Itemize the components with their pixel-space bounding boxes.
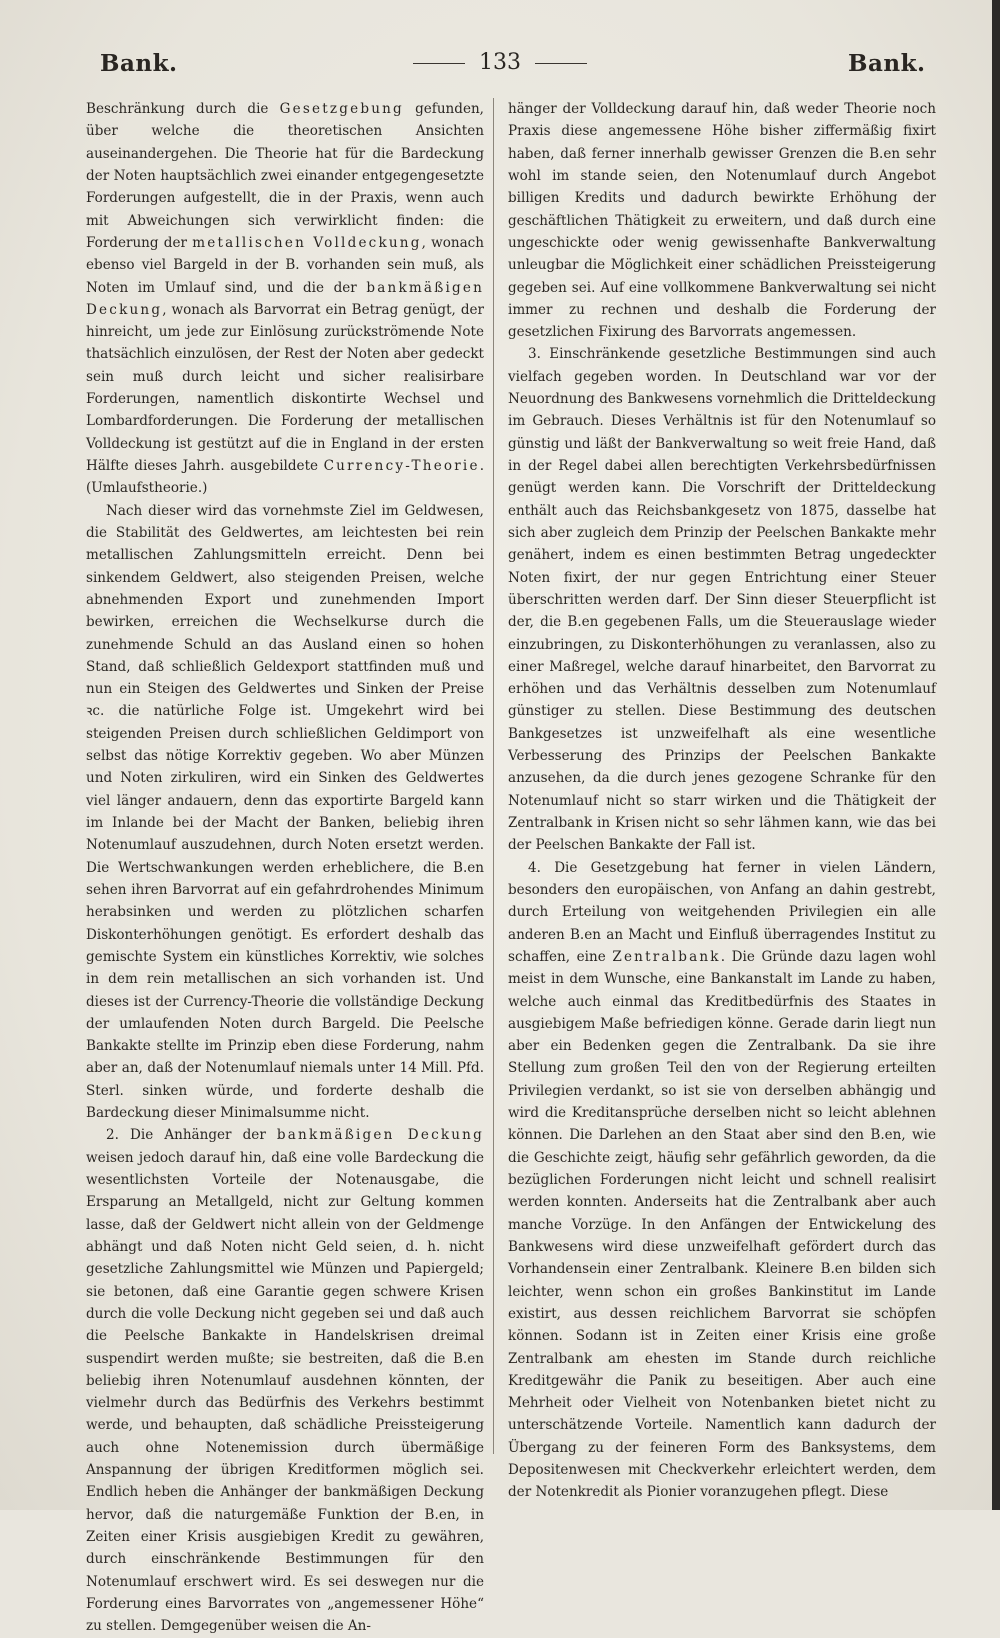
column-divider (493, 98, 494, 1454)
header-left-keyword: Bank. (100, 50, 178, 77)
right-column (508, 98, 936, 1504)
paragraph-banking-cover: 2. Die Anhänger der bankmäßigen Deckung weisen jedoch darauf hin, daß eine volle Bardeckung die wesentlichsten Vorteile der Notenausgabe, die Ersparung an Metallgeld, nicht zur Geltung kommen lasse, daß der Geldwert nicht allein von der Geldmenge abhängt und daß Noten nicht Geld seien, d. h. nicht gesetzliche Zahlungsmittel wie Münzen und Papiergeld; sie betonen, daß eine Garantie gegen schwere Krisen durch die volle Deckung nicht gegeben sei und daß auch die Peelsche Bankakte in Handelskrisen dreimal suspendirt werden mußte; sie bestreiten, daß die B.en beliebig ihren Notenumlauf ausdehnen könnten, der vielmehr durch das Bedürfnis des Verkehrs bestimmt werde, und behaupten, daß schädliche Preissteigerung auch ohne Notenemission durch übermäßige Anspannung der übrigen Kreditformen möglich sei. Endlich heben die Anhänger der bankmäßigen Deckung hervor, daß die naturgemäße Funktion der B.en, in Zeiten einer Krisis ausgiebigen Kredit zu gewähren, durch einschränkende Bestimmungen für den Notenumlauf erschwert wird. Es sei deswegen nur die Forderung eines Barvorrates von „angemessener Höhe“ zu stellen. Demgegenüber weisen die An- (86, 1127, 484, 1635)
running-header (0, 44, 1000, 94)
header-rule-right (535, 63, 587, 64)
paragraph-legal-provisions: 3. Einschränkende gesetzliche Bestimmungen sind auch vielfach gegeben worden. In Deutschland war vor der Neuordnung des Bankwesens vornehmlich die Dritteldeckung im Gebrauch. Dieses Verhältnis ist für den Notenumlauf so günstig und läßt der Bankverwaltung so weit freie Hand, daß in der Regel dabei allen berechtigten Verkehrsbedürfnissen genügt werden kann. Die Vorschrift der Dritteldeckung enthält auch das Reichsbankgesetz von 1875, dasselbe hat sich aber zugleich dem Prinzip der Peelschen Bankakte mehr genähert, indem es einen bestimmten Betrag ungedeckter Noten fixirt, der nur gegen Entrichtung einer Steuer überschritten werden darf. Der Sinn dieser Steuerpflicht ist der, die B.en gegebenen Falls, um die Steuerauslage wieder einzubringen, zu Diskonterhöhungen zu veranlassen, also zu einer Maßregel, welche darauf hinarbeitet, den Barvorrat zu erhöhen und das Verhältnis desselben zum Notenumlauf günstiger zu stellen. Diese Bestimmung des deutschen Bankgesetzes ist unzweifelhaft als eine wesentliche Verbesserung des Prinzips der Peelschen Bankakte anzusehen, da die durch jenes gezogene Schranke für den Notenumlauf nicht so starr wirken und die Thätigkeit der Zentralbank in Krisen nicht so sehr lähmen kann, wie das bei der Peelschen Bankakte der Fall ist. (508, 346, 936, 854)
header-right-keyword: Bank. (848, 50, 926, 77)
header-rule-left (413, 63, 465, 64)
scan-edge (992, 0, 1000, 1510)
paragraph-limitation: Beschränkung durch die Gesetzgebung gefunden, über welche die theoretischen Ansichten auseinandergehen. Die Theorie hat für die Bardeckung der Noten hauptsächlich zwei einander entgegengesetzte Forderungen aufgestellt, die in der Praxis, wenn auch mit Abweichungen sich verwirklicht finden: die Forderung der metallischen Volldeckung, wonach ebenso viel Bargeld in der B. vorhanden sein muß, als Noten im Umlauf sind, und die der bankmäßigen Deckung, wonach als Barvorrat ein Betrag genügt, der hinreicht, um jede zur Einlösung zurückströmende Note thatsächlich einzulösen, der Rest der Noten aber gedeckt sein muß durch leicht und sicher realisirbare Forderungen, namentlich diskontirte Wechsel und Lombardforderungen. Die Forderung der metallischen Volldeckung ist gestützt auf die in England in der ersten Hälfte dieses Jahrh. ausgebildete Currency-Theorie. (Umlaufstheorie.) (86, 101, 484, 497)
page-number: 133 (479, 50, 521, 75)
left-column (86, 98, 484, 1638)
paragraph-full-cover-continued: hänger der Volldeckung darauf hin, daß weder Theorie noch Praxis diese angemessene Höhe bisher ziffermäßig fixirt haben, daß ferner innerhalb gewisser Grenzen die B.en sehr wohl im stande seien, den Notenumlauf durch Angebot billigen Kredits und dadurch bewirkte Erhöhung der geschäftlichen Thätigkeit zu erweitern, und daß durch eine ungeschickte oder wenig gewissenhafte Bankverwaltung unleugbar die Möglichkeit einer schädlichen Preissteigerung gegeben sei. Auf eine vollkommene Bankverwaltung sei nicht immer zu rechnen und deshalb die Forderung der gesetzlichen Fixirung des Barvorrats angemessen. (508, 101, 936, 341)
paragraph-central-bank: 4. Die Gesetzgebung hat ferner in vielen Ländern, besonders den europäischen, von Anfang an dahin gestrebt, durch Erteilung von weitgehenden Privilegien ein alle anderen B.en an Macht und Einfluß überragendes Institut zu schaffen, eine Zentralbank. Die Gründe dazu lagen wohl meist in dem Wunsche, eine Bankanstalt im Lande zu haben, welche auch einmal das Kreditbedürfnis des Staates in ausgiebigem Maße befriedigen könne. Gerade darin liegt nun aber ein Bedenken gegen die Zentralbank. Da sie ihre Stellung zum großen Teil den von der Regierung erteilten Privilegien verdankt, so ist sie von derselben abhängig und wird die Kreditansprüche derselben nicht so leicht ablehnen können. Die Darlehen an den Staat aber sind den B.en, wie die Geschichte zeigt, häufig sehr gefährlich geworden, da die bezüglichen Forderungen nicht leicht und schnell realisirt werden konnten. Anderseits hat die Zentralbank aber auch manche Vorzüge. In den Anfängen der Entwickelung des Bankwesens wird diese unzweifelhaft gefördert durch das Vorhandensein einer Zentralbank. Kleinere B.en bilden sich leichter, wenn schon ein großes Bankinstitut im Lande existirt, aus dessen reichlichem Barvorrat sie schöpfen können. Sodann ist in Zeiten einer Krisis eine große Zentralbank am ehesten im Stande durch reichliche Kreditgewähr die Panik zu beseitigen. Aber auch eine Mehrheit oder Vielheit von Notenbanken bietet nicht zu unterschätzende Vorteile. Namentlich kann dadurch der Übergang zu der feineren Form des Banksystems, dem Depositenwesen mit Checkverkehr erleichtert werden, dem der Notenkredit als Pionier voranzugehen pflegt. Diese (508, 859, 936, 1501)
paragraph-currency-theory: Nach dieser wird das vornehmste Ziel im Geldwesen, die Stabilität des Geldwertes, am leichtesten bei rein metallischen Zahlungsmitteln erreicht. Denn bei sinkendem Geldwert, also steigenden Preisen, welche abnehmenden Export und zunehmenden Import bewirken, erreichen die Wechselkurse durch die zunehmende Schuld an das Ausland einen so hohen Stand, daß schließlich Geldexport stattfinden muß und nun ein Steigen des Geldwertes und Sinken der Preise ꝛc. die natürliche Folge ist. Umgekehrt wird bei steigenden Preisen durch schließlichen Geldimport von selbst das nötige Korrektiv gegeben. Wo aber Münzen und Noten zirkuliren, wird ein Sinken des Geldwertes viel länger andauern, denn das exportirte Bargeld kann im Inlande bei der Macht der Banken, beliebig ihren Notenumlauf auszudehnen, durch Noten ersetzt werden. Die Wertschwankungen werden erheblichere, die B.en sehen ihren Barvorrat auf ein gefahrdrohendes Minimum herabsinken und werden zu plötzlichen scharfen Diskonterhöhungen genötigt. Es erfordert deshalb das gemischte System ein künstliches Korrektiv, wie solches in dem rein metallischen an sich vorhanden ist. Und dieses ist der Currency-Theorie die vollständige Deckung der umlaufenden Noten durch Bargeld. Die Peelsche Bankakte stellte im Prinzip eben diese Forderung, nahm aber an, daß der Notenumlauf niemals unter 14 Mill. Pfd. Sterl. sinken würde, und forderte deshalb die Bardeckung dieser Minimalsumme nicht. (86, 502, 484, 1122)
